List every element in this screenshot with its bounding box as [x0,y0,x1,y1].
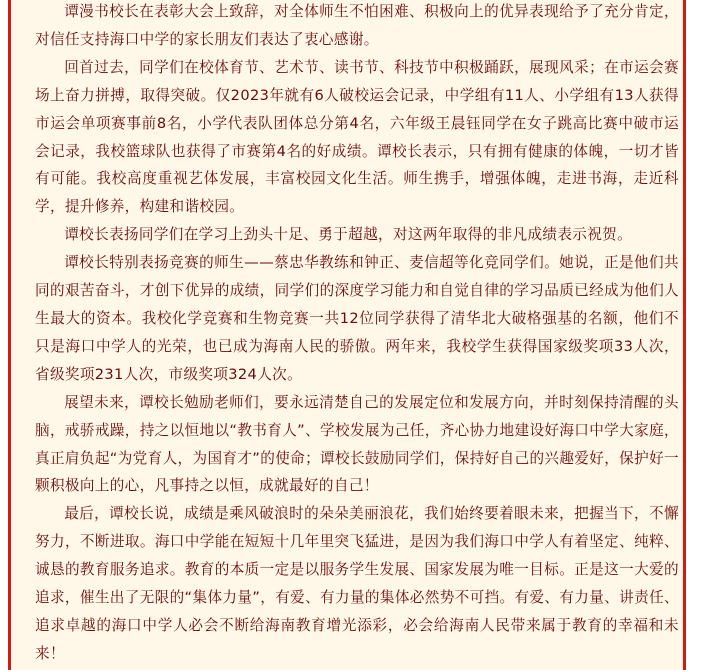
paragraph-competition-praise: 谭校长特别表扬竞赛的师生——蔡忠华教练和钟正、麦信超等化竞同学们。她说，正是他们共同的艰苦奋斗，才创下优异的成绩，同学们的深度学习能力和自觉自律的学习品质已经成为他们人生最大的资本。我校化学竞赛和生物竞赛一共12位同学获得了清华北大破格强基的名额，他们不只是海口中学人的光荣，也已成为海南人民的骄傲。两年来，我校学生获得国家级奖项33人次，省级奖项231人次，市级奖项324人次。 [35,254,679,383]
article-content-area [11,0,683,670]
paragraph-outlook: 展望未来，谭校长勉励老师们，要永远清楚自己的发展定位和发展方向，并时刻保持清醒的头脑，戒骄戒躁，持之以恒地以“教书育人”、学校发展为己任，齐心协力地建设好海口中学大家庭，真正肩负起“为党育人，为国育才”的使命；谭校长鼓励同学们，保持好自己的兴趣爱好，保护好一颗积极向上的心，凡事持之以恒，成就最好的自己！ [35,393,679,495]
right-border-line [683,0,686,670]
paragraph-study-praise: 谭校长表扬同学们在学习上劲头十足、勇于超越，对这两年取得的非凡成绩表示祝贺。 [64,226,633,244]
paragraph-conclusion: 最后，谭校长说，成绩是乘风破浪时的朵朵美丽浪花，我们始终要着眼未来，把握当下，不懈努力，不断进取。海口中学能在短短十几年里突飞猛进，是因为我们海口中学人有着坚定、纯粹、诚恳的教育服务追求。教育的本质一定是以服务学生发展、国家发展为唯一目标。正是这一大爱的追求，催生出了无限的“集体力量”，有爱、有力量的集体必然势不可挡。有爱、有力量、讲责任、追求卓越的海口中学人必会不断给海南教育增光添彩，必会给海南人民带来属于教育的幸福和未来！ [35,505,679,662]
paragraph-sports-achievements: 回首过去，同学们在校体育节、艺术节、读书节、科技节中积极踊跃，展现风采；在市运会赛场上奋力拼搏，取得突破。仅2023年就有6人破校运会记录，中学组有11人、小学组有13人获得市运会单项赛事前8名，小学代表队团体总分第4名，六年级王晨钰同学在女子跳高比赛中破市运会记录，我校篮球队也获得了市赛第4名的好成绩。谭校长表示，只有拥有健康的体魄，一切才皆有可能。我校高度重视艺体发展，丰富校园文化生活。师生携手，增强体魄，走进书海，走近科学，提升修养，构建和谐校园。 [35,58,679,216]
paragraph-closing-of-speech: 谭漫书校长在表彰大会上致辞，对全体师生不怕困难、积极向上的优异表现给予了充分肯定，对信任支持海口中学的家长朋友们表达了衷心感谢。 [35,3,679,48]
article-body [35,0,679,668]
